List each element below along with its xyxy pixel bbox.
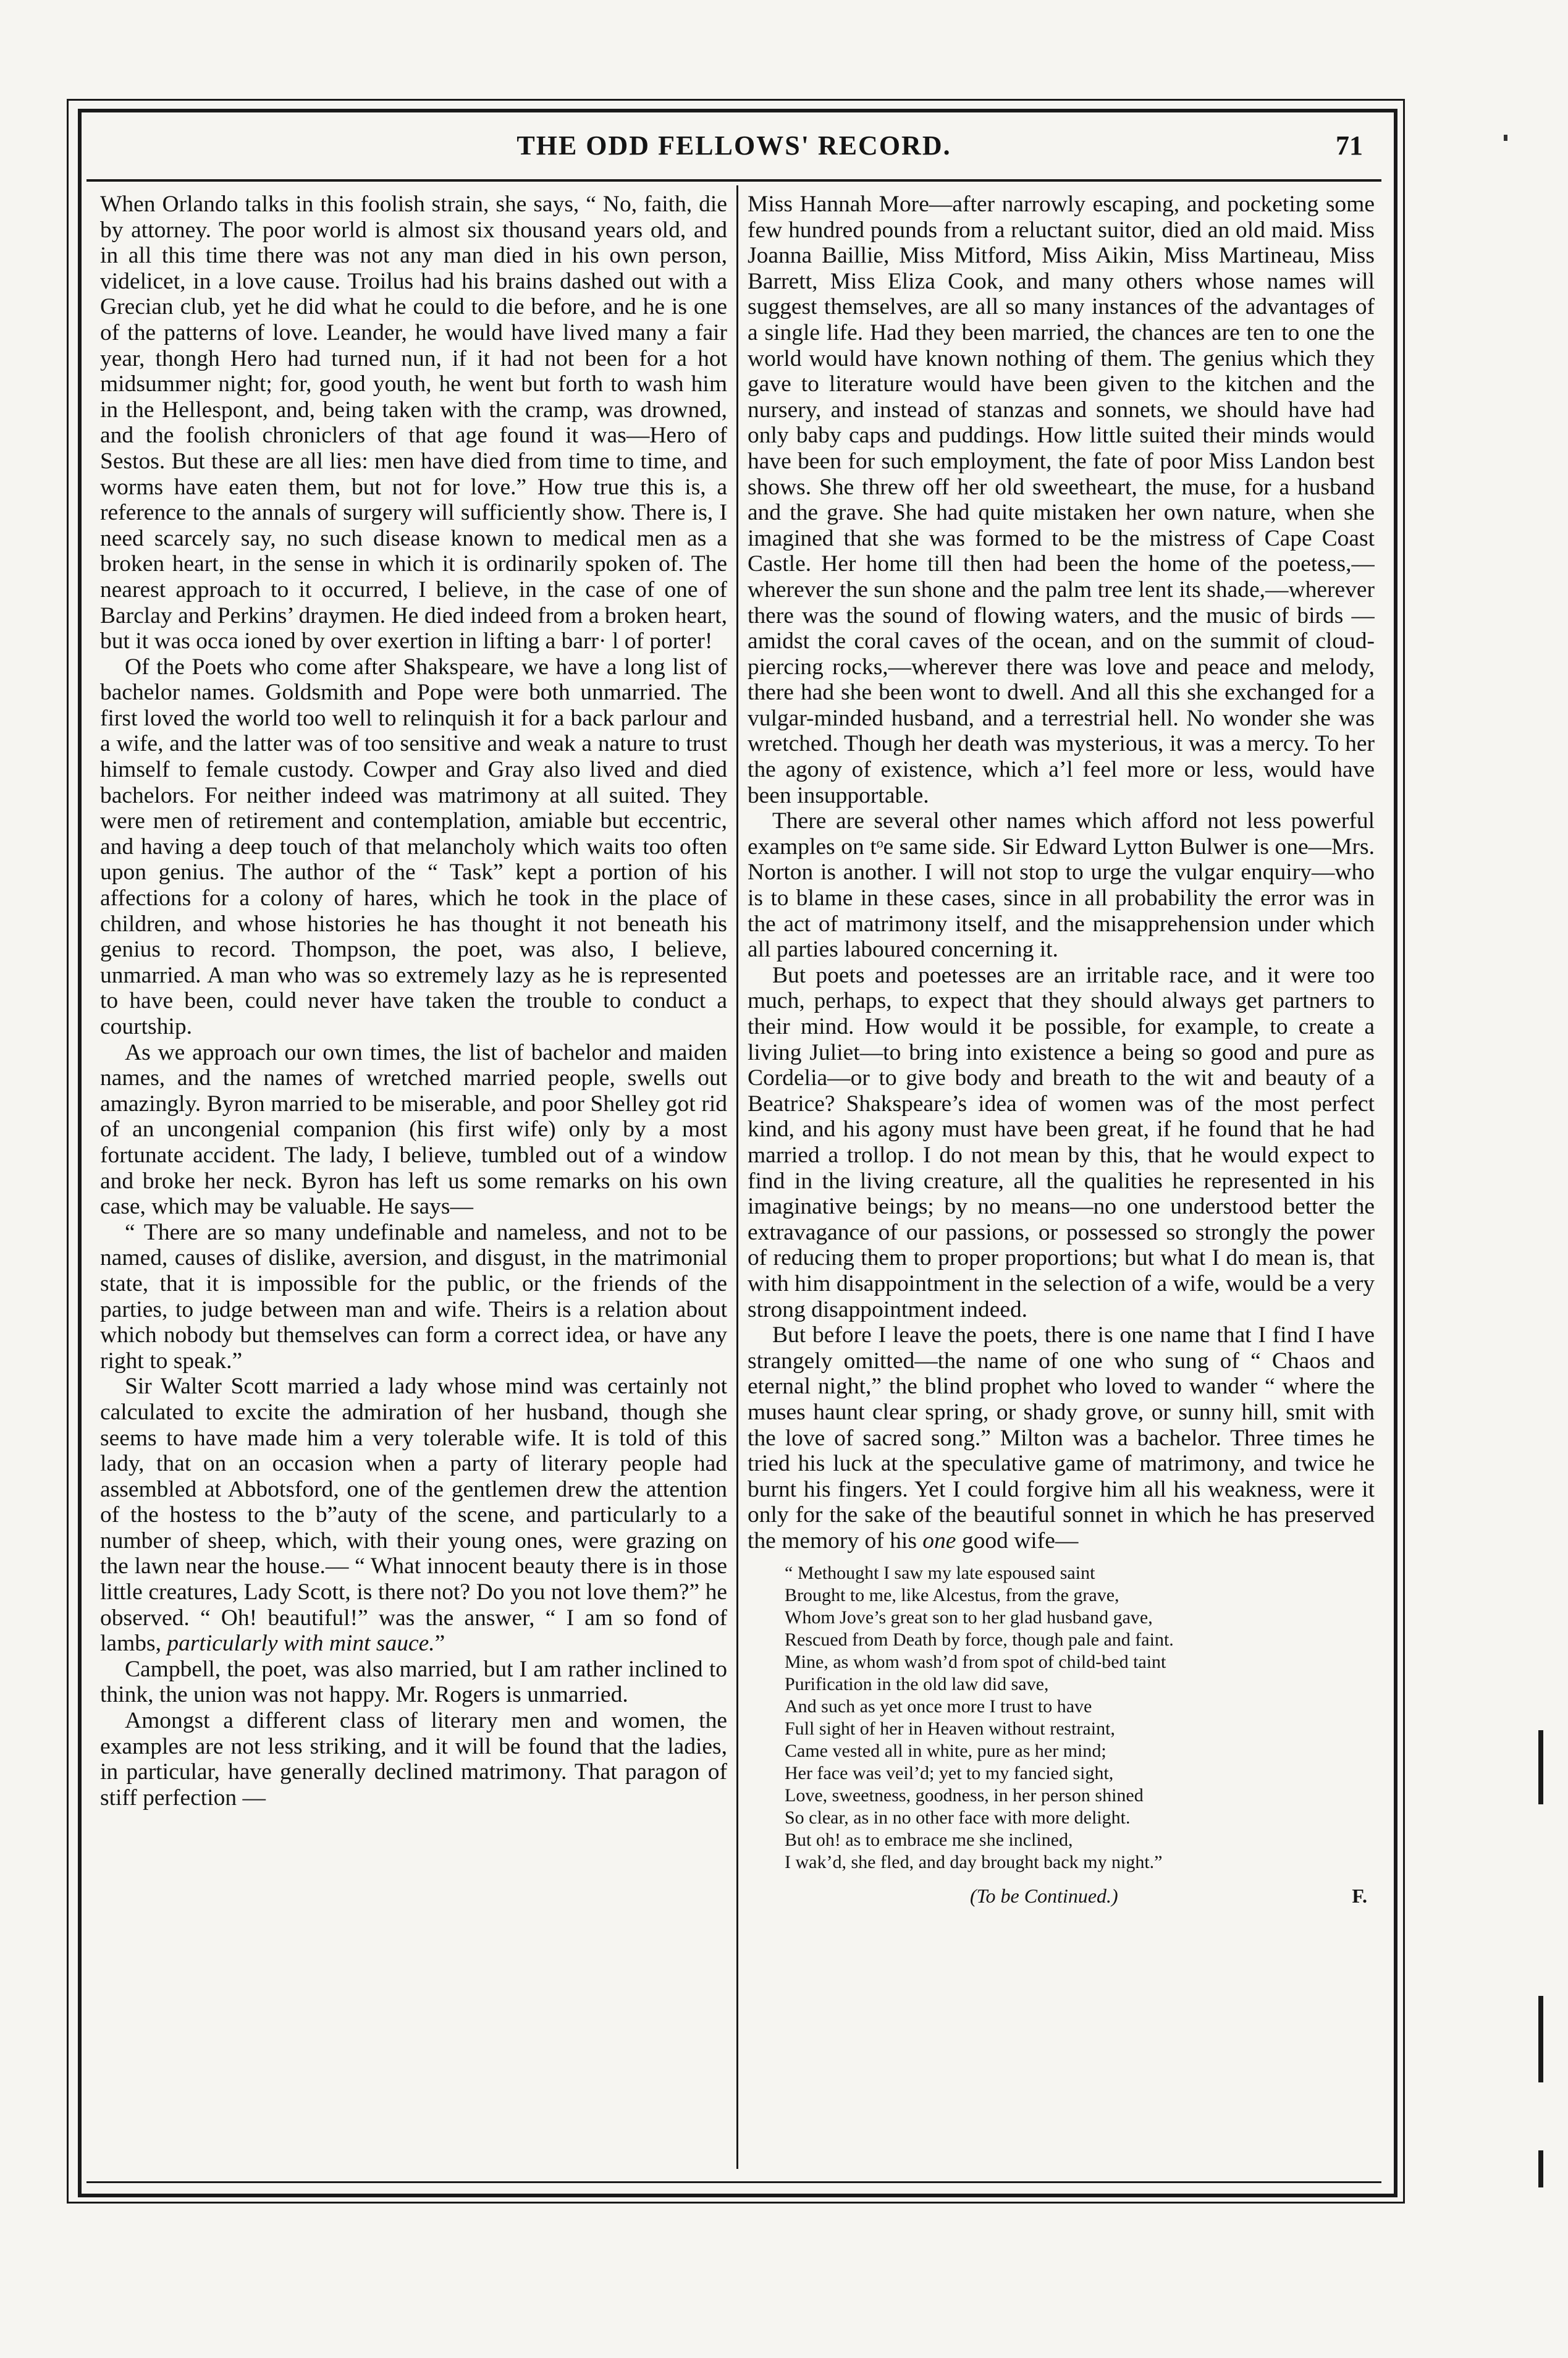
poem-line: Full sight of her in Heaven without restraint, xyxy=(785,1718,1115,1739)
poem-line: Her face was veil’d; yet to my fancied sight, xyxy=(785,1763,1114,1784)
paragraph-text: But before I leave the poets, there is one name that I find I have strangely omitted—the name of one who sung of “ Chaos and eternal night,” the blind prophet who loved to wander “ where the muses haunt clear spring, or shady grove, or sunny hill, smit with the love of sacred song.” Milton was a bachelor. Three times he tried his luck at the speculative game of matrimony, and twice he burnt his fingers. Yet I could forgive him all his weakness, were it only for the sake of the beautiful sonnet in which he has preserved the memory of his xyxy=(748,1322,1375,1553)
poem-line: Brought to me, like Alcestus, from the grave, xyxy=(785,1585,1119,1606)
paragraph-end: good wife— xyxy=(961,1528,1079,1553)
poem-line: So clear, as in no other face with more delight. xyxy=(785,1807,1131,1828)
header-rule xyxy=(86,179,1381,182)
paragraph: When Orlando talks in this foolish strain, she says, “ No, faith, die by attorney. The poor world is almost six thousand years old, and in all this time there was not any man died in his own person, videlicet, in a love cause. Troilus had his brains dashed out with a Grecian club, yet he did what he could to die before, and he is one of the patterns of love. Leander, he would have lived many a fair year, thongh Hero had turned nun, if it had not been for a hot midsummer night; for, good youth, he went but forth to wash him in the Hellespont, and, being taken with the cramp, was drowned, and the foolish chroniclers of that age found it was—Hero of Sestos. But these are all lies: men have died from time to time, and worms have eaten them, but not for love.” How true this is, a reference to the annals of surgery will sufficiently show. There is, I need scarcely say, no such disease known to medical men as a broken heart, in the sense in which it is ordinarily spoken of. The nearest approach to it occurred, I believe, in the case of one of Barclay and Perkins’ draymen. He died indeed from a broken heart, but it was occa ioned by over exertion in lifting a barr· l of porter! xyxy=(100,192,727,654)
poem-line: And such as yet once more I trust to have xyxy=(785,1696,1092,1717)
margin-mark xyxy=(1538,1730,1543,1804)
closing-quote: ” xyxy=(434,1631,445,1657)
column-divider xyxy=(736,185,738,2169)
poem-line: Love, sweetness, goodness, in her person shined xyxy=(785,1785,1144,1806)
running-title: THE ODD FELLOWS' RECORD. xyxy=(516,130,951,161)
paragraph: Of the Poets who come after Shakspeare, we have a long list of bachelor names. Goldsmith and Pope were both unmarried. The first loved the world too well to relinquish it for a back parlour and a wife, and the latter was of too sensitive and weak a nature to trust himself to female custody. Cowper and Gray also lived and died bachelors. For neither indeed was matrimony at all suited. They were men of retirement and contemplation, amiable but eccentric, and having a deep touch of that melancholy which waits too often upon genius. The author of the “ Task” kept a portion of his affections for a colony of hares, which he took in the place of children, and whose histories he has thought it not beneath his genius to record. Thompson, the poet, was also, I believe, unmarried. A man who was so extremely lazy as he is represented to have been, could never have taken the trouble to conduct a courtship. xyxy=(100,654,727,1039)
poem-line: Mine, as whom wash’d from spot of child-bed taint xyxy=(785,1652,1166,1673)
quoted-paragraph: “ There are so many undefinable and nameless, and not to be named, causes of dislike, aversion, and disgust, in the matrimonial state, that it is impossible for the public, or the friends of the parties, to judge between man and wife. Theirs is a relation about which nobody but themselves can form a correct idea, or have any right to speak.” xyxy=(100,1219,727,1374)
sonnet xyxy=(785,1562,1375,1874)
italic-word: one xyxy=(922,1528,956,1553)
italic-phrase: particularly with mint sauce. xyxy=(167,1631,435,1657)
paragraph: But poets and poetesses are an irritable race, and it were too much, perhaps, to expect that they should always get partners to their mind. How would it be possible, for example, to create a living Juliet—to bring into existence a being so good and pure as Cordelia—or to give body and breath to the wit and beauty of a Beatrice? Shakspeare’s idea of women was of the most perfect kind, and his agony must have been great, if he found that he had married a trollop. I do not mean by this, that he would expect to find in the living creature, all the qualities he represented in his imaginative beings; by no means—no one understood better the extravagance of our passions, or possessed so strongly the power of reducing them to proper proportions; but what I do mean is, that with him disappointment in the selection of a wife, would be a very strong disappointment indeed. xyxy=(748,962,1375,1322)
poem-line: “ Methought I saw my late espoused saint xyxy=(785,1563,1095,1584)
author-signature: F. xyxy=(1352,1885,1367,1908)
running-head xyxy=(86,130,1381,173)
poem-line: Rescued from Death by force, though pale and faint. xyxy=(785,1629,1174,1650)
footer-rule xyxy=(86,2181,1381,2183)
paragraph: As we approach our own times, the list of bachelor and maiden names, and the names of wretched married people, swells out amazingly. Byron married to be miserable, and poor Shelley got rid of an uncongenial companion (his first wife) only by a most fortunate accident. The lady, I believe, tumbled out of a window and broke her neck. Byron has left us some remarks on his own case, which may be valuable. He says— xyxy=(100,1039,727,1220)
ink-mark xyxy=(1504,135,1507,141)
paragraph xyxy=(748,1322,1375,1553)
poem-line: Purification in the old law did save, xyxy=(785,1674,1049,1695)
to-be-continued: (To be Continued.) xyxy=(970,1885,1118,1908)
margin-mark xyxy=(1538,1996,1543,2082)
poem-line: I wak’d, she fled, and day brought back my night.” xyxy=(785,1852,1163,1873)
poem-line: Came vested all in white, pure as her mind; xyxy=(785,1741,1106,1762)
poem-line: Whom Jove’s great son to her glad husband gave, xyxy=(785,1607,1153,1628)
poem-line: But oh! as to embrace me she inclined, xyxy=(785,1830,1073,1851)
margin-mark xyxy=(1538,2150,1543,2187)
paragraph: There are several other names which afford not less powerful examples on tᵒe same side. Sir Edward Lytton Bulwer is one—Mrs. Norton is another. I will not stop to urge the vulgar enquiry—who is to blame in these cases, since in all probability the error was in the act of matrimony itself, and the misapprehension under which all parties laboured concerning it. xyxy=(748,808,1375,963)
paragraph: Campbell, the poet, was also married, but I am rather inclined to think, the union was not happy. Mr. Rogers is unmarried. xyxy=(100,1656,727,1708)
right-column xyxy=(748,192,1375,2175)
page-number: 71 xyxy=(1336,130,1363,161)
paragraph-text: Sir Walter Scott married a lady whose mind was certainly not calculated to excite the admiration of her husband, though she seems to have made him a very tolerable wife. It is told of this lady, that on an occasion when a party of literary people had assembled at Abbotsford, one of the gentlemen drew the attention of the hostess to the b”auty of the scene, and particularly to a number of sheep, which, with their young ones, were grazing on the lawn near the house.— “ What innocent beauty there is in those little creatures, Lady Scott, is there not? Do you not love them?” he observed. “ Oh! beautiful!” was the answer, “ I am so fond of lambs, xyxy=(100,1374,727,1657)
continuation-row xyxy=(748,1880,1375,1909)
paragraph: Miss Hannah More—after narrowly escaping, and pocketing some few hundred pounds from a reluctant suitor, died an old maid. Miss Joanna Baillie, Miss Mitford, Miss Aikin, Miss Martineau, Miss Barrett, Miss Eliza Cook, and many others whose names will suggest themselves, are all so many instances of the advantages of a single life. Had they been married, the chances are ten to one the world would have known nothing of them. The genius which they gave to literature would have been given to the kitchen and the nursery, and instead of stanzas and sonnets, we should have had only baby caps and puddings. How little suited their minds would have been for such employment, the fate of poor Miss Landon best shows. She threw off her old sweetheart, the muse, for a husband and the grave. She had quite mistaken her own nature, when she imagined that she was formed to be the mistress of Cape Coast Castle. Her home till then had been the home of the poetess,—wherever the sun shone and the palm tree lent its shade,—wherever there was the sound of flowing waters, and the music of birds —amidst the coral caves of the ocean, and on the summit of cloud-piercing rocks,—wherever there was love and peace and melody, there had she been wont to dwell. And all this she exchanged for a vulgar-minded husband, and a terrestrial hell. No wonder she was wretched. Though her death was mysterious, it was a mercy. To her the agony of existence, which aʼl feel more or less, would have been insupportable. xyxy=(748,192,1375,808)
paragraph: Amongst a different class of literary men and women, the examples are not less striking, and it will be found that the ladies, in particular, have generally declined matrimony. That paragon of stiff perfection — xyxy=(100,1708,727,1811)
paragraph xyxy=(100,1374,727,1657)
left-column xyxy=(100,192,727,2175)
